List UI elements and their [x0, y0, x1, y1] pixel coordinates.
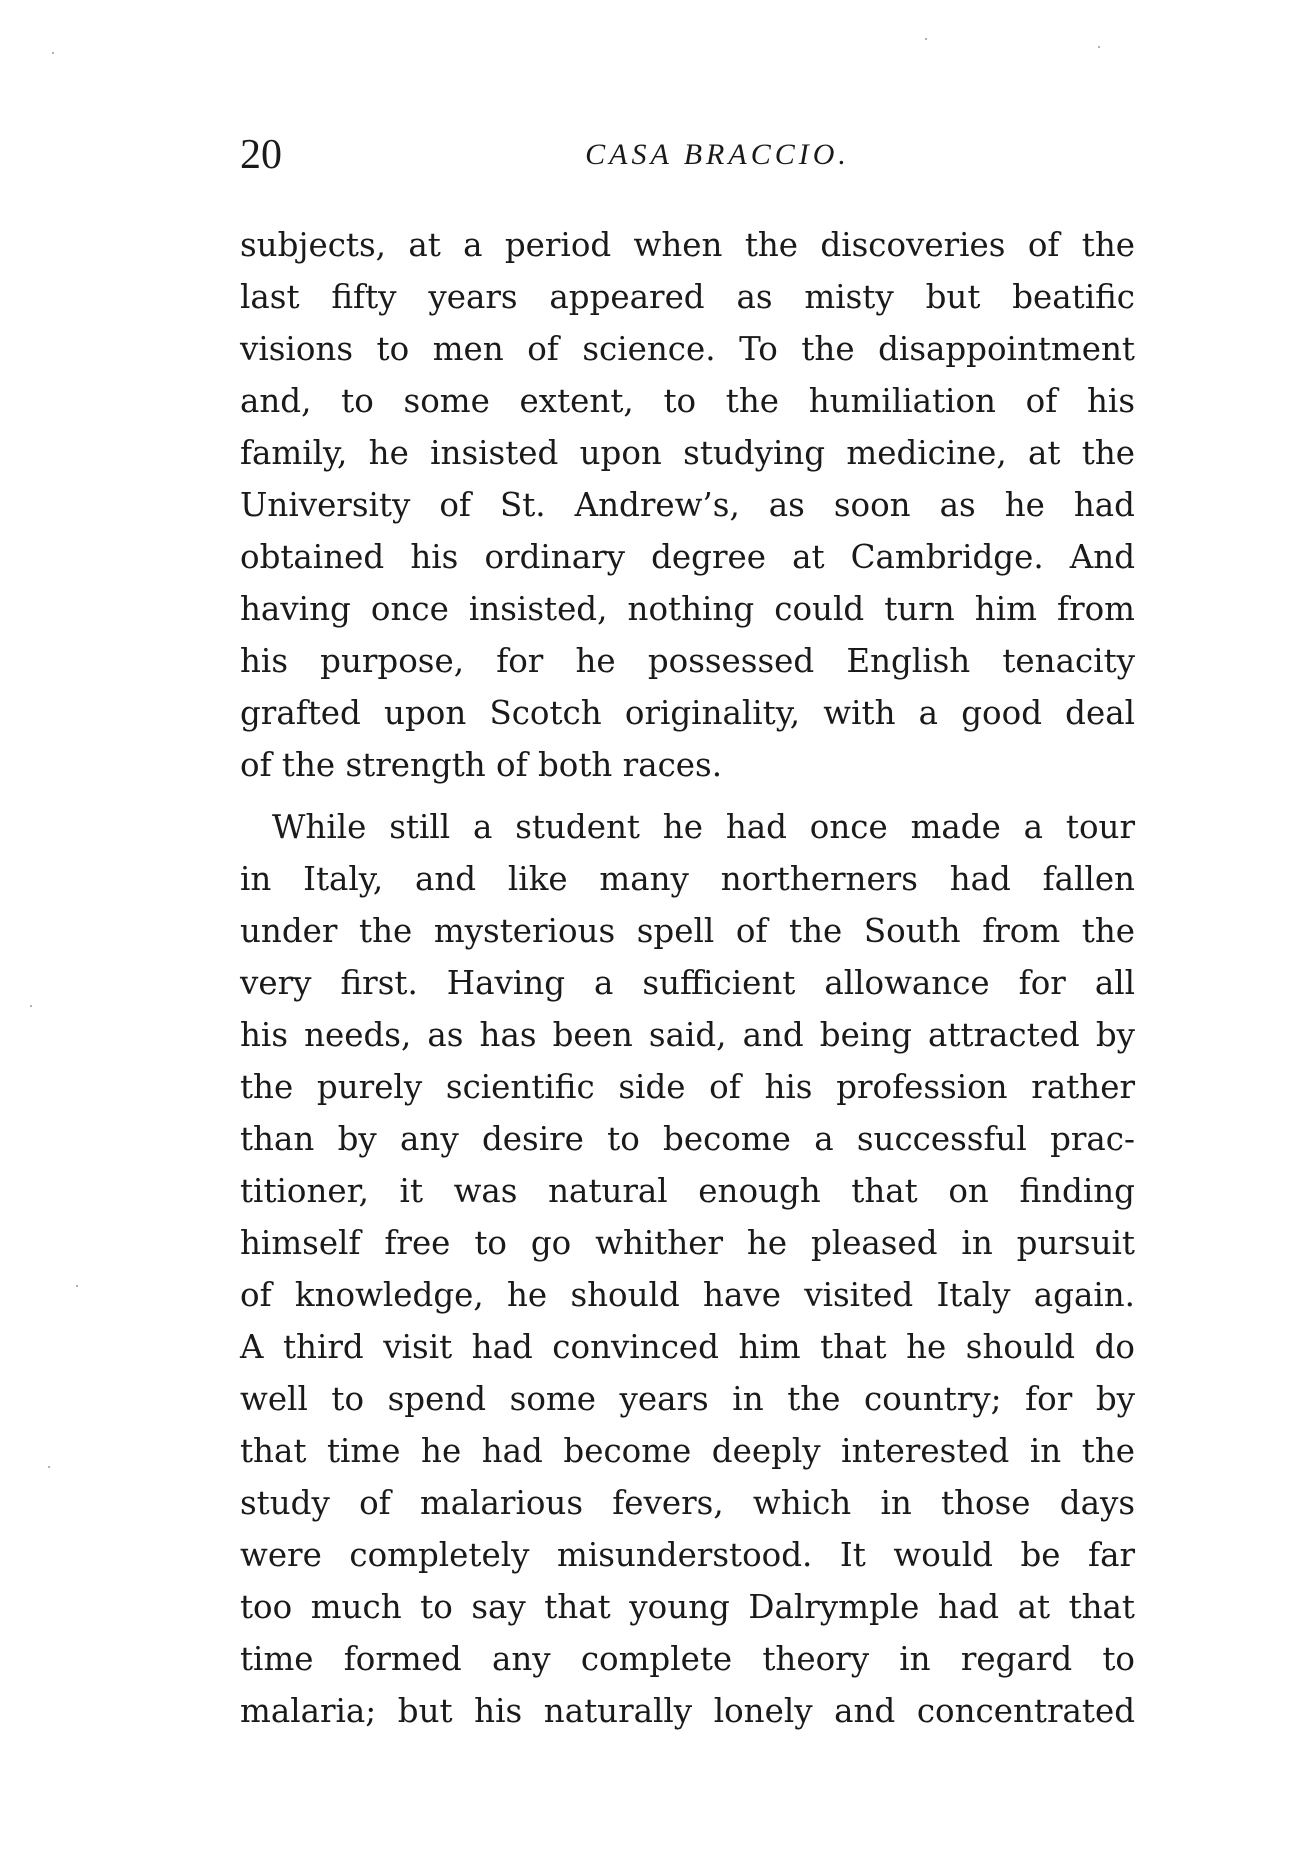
text-line: family, he insisted upon studying medicine, at the: [240, 434, 1135, 472]
text-line: his needs, as has been said, and being attracted by: [240, 1016, 1135, 1054]
text-line: the purely scientific side of his profession rather: [240, 1068, 1135, 1106]
text-line: of the strength of both races.: [240, 746, 723, 784]
text-line: malaria; but his naturally lonely and concentrated: [240, 1692, 1135, 1730]
scan-speck: [76, 1285, 78, 1287]
text-line: time formed any complete theory in regard to: [240, 1640, 1135, 1678]
page-number: 20: [240, 132, 282, 178]
text-line: of knowledge, he should have visited Italy again.: [240, 1276, 1135, 1314]
paragraph: [240, 801, 1135, 1737]
text-line: visions to men of science. To the disappointment: [240, 330, 1135, 368]
text-line: than by any desire to become a successful prac-: [240, 1120, 1135, 1158]
text-line: obtained his ordinary degree at Cambridge. And: [240, 538, 1135, 576]
body-text: [240, 219, 1135, 1737]
scan-speck: [925, 38, 927, 40]
text-line: were completely misunderstood. It would be far: [240, 1536, 1135, 1574]
running-title: CASA BRACCIO.: [585, 138, 850, 171]
text-line: under the mysterious spell of the South from the: [240, 912, 1135, 950]
text-line: well to spend some years in the country; for by: [240, 1380, 1135, 1418]
text-line: and, to some extent, to the humiliation of his: [240, 382, 1135, 420]
scan-speck: [52, 52, 54, 54]
text-line: in Italy, and like many northerners had fallen: [240, 860, 1135, 898]
text-line: that time he had become deeply interested in the: [240, 1432, 1135, 1470]
text-line: too much to say that young Dalrymple had at that: [240, 1588, 1135, 1626]
text-line: having once insisted, nothing could turn him from: [240, 590, 1135, 628]
text-line: A third visit had convinced him that he should do: [240, 1328, 1135, 1366]
text-line: University of St. Andrew’s, as soon as he had: [240, 486, 1135, 524]
text-line: himself free to go whither he pleased in pursuit: [240, 1224, 1135, 1262]
text-line: grafted upon Scotch originality, with a good deal: [240, 694, 1135, 732]
text-line: his purpose, for he possessed English tenacity: [240, 642, 1135, 680]
text-line: study of malarious fevers, which in those days: [240, 1484, 1135, 1522]
text-line: last fifty years appeared as misty but beatific: [240, 278, 1135, 316]
text-line: subjects, at a period when the discoveries of the: [240, 226, 1135, 264]
text-line: titioner, it was natural enough that on finding: [240, 1172, 1135, 1210]
paragraph: [240, 219, 1135, 791]
paragraph-gap: [240, 791, 1135, 801]
scan-speck: [30, 1005, 32, 1007]
page-header: [240, 127, 1135, 183]
text-line: While still a student he had once made a tour: [272, 808, 1135, 846]
scan-speck: [1098, 46, 1100, 48]
scan-speck: [48, 1466, 50, 1468]
text-line: very first. Having a sufficient allowance for all: [240, 964, 1135, 1002]
